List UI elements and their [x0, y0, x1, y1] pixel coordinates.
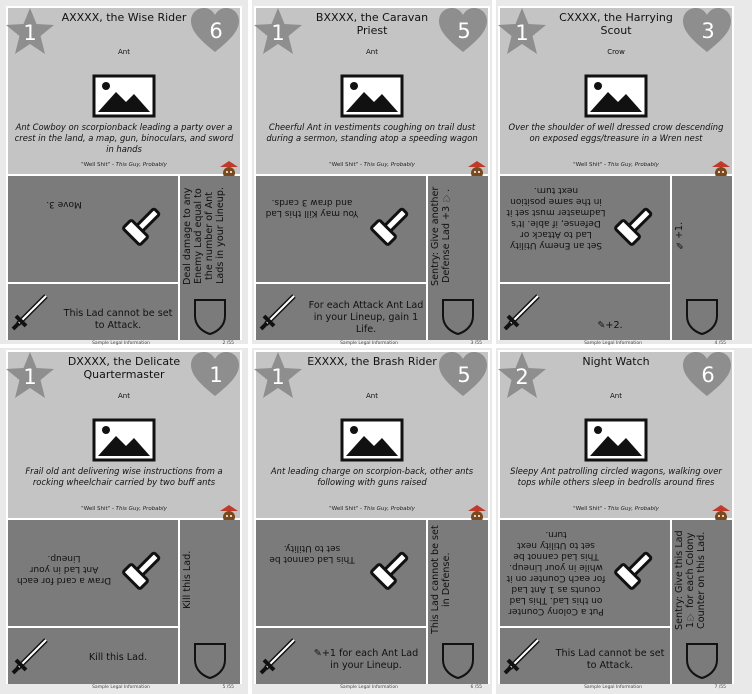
quote	[260, 162, 484, 168]
defense-ability-text: ✎+1.	[674, 221, 685, 251]
cut-line-vertical	[248, 0, 252, 694]
card-type: Ant	[118, 48, 130, 56]
page-number: 6 /55	[470, 685, 482, 690]
defense-ability-text: Deal damage to any Enemy Lad equal to the number of Ant Lads in your Lineup.	[182, 187, 226, 285]
flavor-text: Cheerful Ant in vestiments coughing on trail dust during a sermon, standing atop a speeding wagon	[266, 122, 478, 143]
cost-value: 1	[271, 21, 285, 45]
image-placeholder-icon	[340, 418, 404, 462]
page-number: 4 /55	[714, 341, 726, 346]
life-value: 6	[701, 363, 715, 387]
quote-author: - This Guy, Probably	[603, 506, 659, 512]
sword-icon	[258, 634, 300, 676]
card-header-panel	[500, 352, 732, 518]
life-value: 1	[209, 363, 223, 387]
attack-ability-box	[8, 284, 178, 340]
page-number: 3 /55	[470, 341, 482, 346]
card-3[interactable]	[498, 6, 734, 346]
cut-line-vertical	[492, 0, 496, 694]
quote-text: "Well Shit"	[329, 162, 359, 168]
attack-ability-text: ✎+1 for each Ant Lad in your Lineup.	[313, 648, 419, 671]
sword-icon	[502, 290, 544, 332]
page-number: 5 /55	[222, 685, 234, 690]
quote-author: - This Guy, Probably	[603, 162, 659, 168]
card-name: EXXXX, the Brash Rider	[307, 355, 437, 368]
utility-ability-text: Set an Enemy Utility Lad to Attack or Defense, if able. It's Ladmaster must set it in the same position next turn.	[506, 185, 606, 250]
legal-info: Sample Legal Information	[92, 685, 150, 690]
quote	[504, 162, 728, 168]
utility-ability-text: Draw a card for each Ant Lad in your Lineup.	[16, 553, 112, 585]
card-type: Ant	[610, 392, 622, 400]
cost-value: 1	[271, 365, 285, 389]
quote-text: "Well Shit"	[81, 506, 111, 512]
card-4[interactable]	[6, 350, 242, 690]
card-name: Night Watch	[582, 355, 650, 368]
flavor-text: Frail old ant delivering wise instructions from a rocking wheelchair carried by two buff ants	[25, 466, 223, 487]
quote-author: - This Guy, Probably	[359, 162, 415, 168]
life-value: 5	[457, 363, 471, 387]
flavor-text: Ant leading charge on scorpion-back, other ants following with guns raised	[270, 466, 474, 487]
utility-ability-text: Move 3.	[46, 199, 82, 209]
quote	[260, 506, 484, 512]
card-header-panel	[8, 352, 240, 518]
life-value: 3	[701, 19, 715, 43]
card-header-panel	[256, 8, 488, 174]
card-header-panel	[500, 8, 732, 174]
cost-value: 1	[23, 365, 37, 389]
card-name: CXXXX, the Harrying Scout	[559, 11, 673, 37]
defense-ability-box	[180, 176, 240, 340]
attack-ability-text: ✎+2.	[597, 320, 623, 331]
image-placeholder-icon	[340, 74, 404, 118]
defense-ability-box	[180, 520, 240, 684]
attack-ability-box	[256, 628, 426, 684]
hammer-icon	[614, 202, 658, 246]
hammer-icon	[614, 546, 658, 590]
legal-info: Sample Legal Information	[92, 341, 150, 346]
attack-ability-box	[8, 628, 178, 684]
card-header-panel	[256, 352, 488, 518]
attack-ability-text: Kill this Lad.	[88, 652, 148, 663]
image-placeholder-icon	[92, 74, 156, 118]
card-6[interactable]	[498, 350, 734, 690]
legal-info: Sample Legal Information	[340, 341, 398, 346]
defense-ability-text: Kill this Lad.	[182, 550, 193, 610]
hammer-icon	[122, 546, 166, 590]
quote-text: "Well Shit"	[573, 506, 603, 512]
defense-ability-box	[672, 520, 732, 684]
card-name: AXXXX, the Wise Rider	[61, 11, 187, 24]
flavor-text: Over the shoulder of well dressed crow descending on exposed eggs/treasure in a Wren nest	[508, 122, 724, 143]
attack-ability-text: For each Attack Ant Lad in your Lineup, gain 1 Life.	[308, 300, 424, 335]
attack-ability-box	[256, 284, 426, 340]
utility-ability-box	[256, 520, 426, 626]
image-placeholder-icon	[584, 74, 648, 118]
card-2[interactable]	[254, 6, 490, 346]
page-number: 2 /55	[222, 341, 234, 346]
quote-author: - This Guy, Probably	[111, 162, 167, 168]
image-placeholder-icon	[92, 418, 156, 462]
utility-ability-box	[8, 176, 178, 282]
utility-ability-text: Put a Colony Counter on this Lad. This Lad counts as 1 Ant Lad for each Counter on it while in your Lineup. This Lad cannot be set to Utility next turn.	[506, 529, 606, 616]
card-1[interactable]	[6, 6, 242, 346]
shield-icon	[193, 640, 227, 680]
legal-info: Sample Legal Information	[340, 685, 398, 690]
card-name: BXXXX, the Caravan Priest	[315, 11, 429, 37]
legal-info: Sample Legal Information	[584, 341, 642, 346]
utility-ability-text: You may Kill this Lad and draw 3 cards.	[265, 197, 359, 218]
quote-author: - This Guy, Probably	[359, 506, 415, 512]
utility-ability-box	[500, 520, 670, 626]
page-number: 7 /55	[714, 685, 726, 690]
defense-ability-text: Sentry: Give another Defense Lad +3 ♡.	[430, 186, 452, 286]
cost-value: 1	[515, 21, 529, 45]
shield-icon	[193, 296, 227, 336]
shield-icon	[441, 640, 475, 680]
utility-ability-box	[256, 176, 426, 282]
quote-author: - This Guy, Probably	[111, 506, 167, 512]
card-header-panel	[8, 8, 240, 174]
utility-ability-text: This Lad cannot be set to Utility.	[269, 543, 355, 564]
attack-ability-text: This Lad cannot be set to Attack.	[63, 308, 173, 331]
card-5[interactable]	[254, 350, 490, 690]
quote-text: "Well Shit"	[81, 162, 111, 168]
cost-value: 1	[23, 21, 37, 45]
card-type: Ant	[366, 392, 378, 400]
defense-ability-box	[428, 520, 488, 684]
quote-text: "Well Shit"	[573, 162, 603, 168]
shield-icon	[441, 296, 475, 336]
utility-ability-box	[8, 520, 178, 626]
card-name: DXXXX, the Delicate Quartermaster	[67, 355, 181, 381]
quote	[504, 506, 728, 512]
sword-icon	[10, 634, 52, 676]
sword-icon	[10, 290, 52, 332]
hammer-icon	[370, 202, 414, 246]
hammer-icon	[122, 202, 166, 246]
shield-icon	[685, 296, 719, 336]
attack-ability-box	[500, 284, 670, 340]
shield-icon	[685, 640, 719, 680]
legal-info: Sample Legal Information	[584, 685, 642, 690]
card-type: Ant	[366, 48, 378, 56]
image-placeholder-icon	[584, 418, 648, 462]
attack-ability-text: This Lad cannot be set to Attack.	[555, 648, 665, 671]
flavor-text: Ant Cowboy on scorpionback leading a party over a crest in the land, a map, gun, binoculars, and sword in hands	[14, 122, 234, 154]
flavor-text: Sleepy Ant patrolling circled wagons, walking over tops while others sleep in bedrolls around fires	[510, 466, 722, 487]
defense-ability-text: This Lad cannot be set in Defense.	[430, 525, 452, 635]
quote	[12, 162, 236, 168]
card-type: Ant	[118, 392, 130, 400]
utility-ability-box	[500, 176, 670, 282]
sword-icon	[502, 634, 544, 676]
life-value: 6	[209, 19, 223, 43]
card-type: Crow	[607, 48, 625, 56]
defense-ability-box	[428, 176, 488, 340]
attack-ability-box	[500, 628, 670, 684]
cost-value: 2	[515, 365, 529, 389]
sword-icon	[258, 290, 300, 332]
life-value: 5	[457, 19, 471, 43]
quote	[12, 506, 236, 512]
quote-text: "Well Shit"	[329, 506, 359, 512]
defense-ability-text: Sentry: Give this Lad 1♡ for each Colony Counter on this Lad.	[674, 530, 707, 630]
defense-ability-box	[672, 176, 732, 340]
hammer-icon	[370, 546, 414, 590]
